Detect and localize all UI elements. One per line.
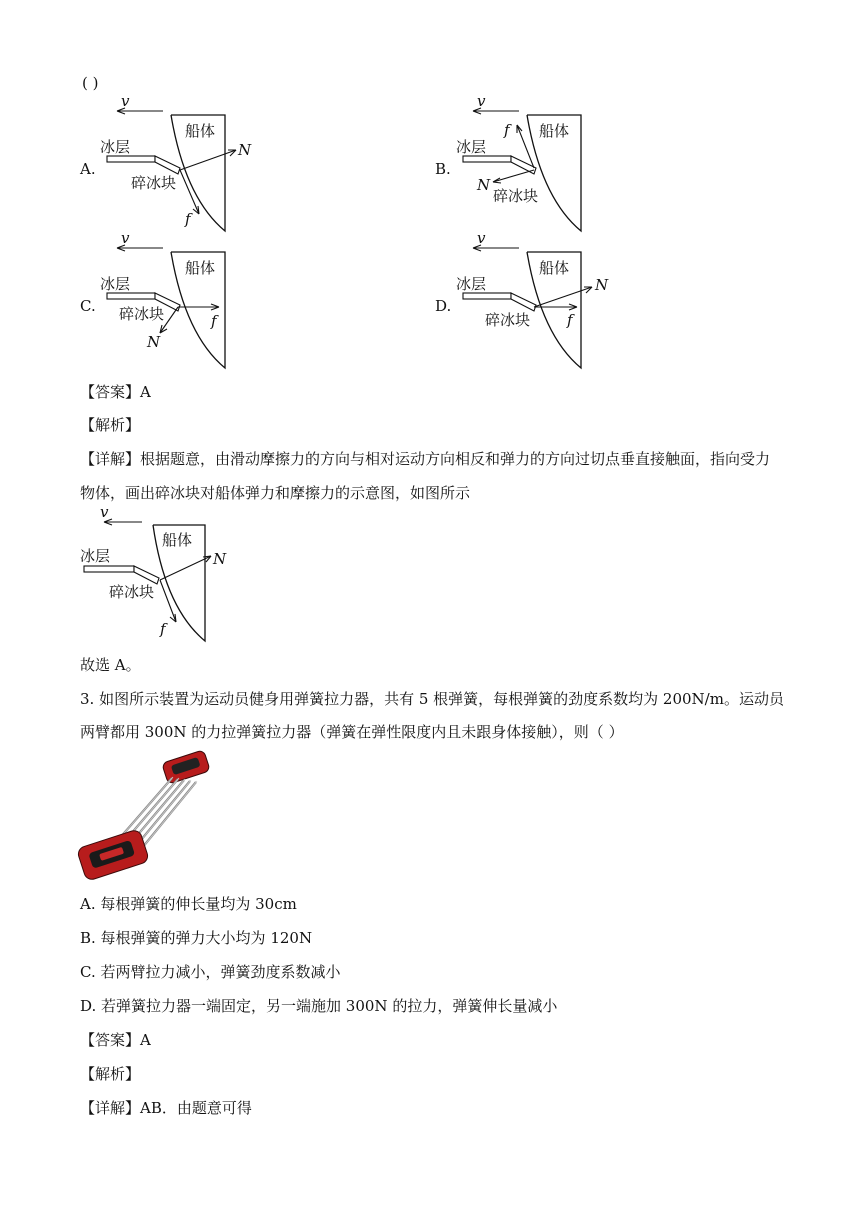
ice-layer-label: 冰层 [456, 138, 487, 156]
crushed-ice-label: 碎冰块 [119, 305, 165, 323]
velocity-label: v [100, 503, 109, 521]
ship-label: 船体 [539, 122, 570, 140]
velocity-label: v [477, 229, 486, 247]
q2-option-d-diagram [451, 229, 621, 379]
velocity-arrow [104, 519, 142, 525]
normal-force-label: N [238, 141, 252, 159]
q3-option-b: B. 每根弹簧的弹力大小均为 120N [80, 929, 313, 947]
q3-analysis-heading: 【解析】 [80, 1065, 141, 1083]
top-handle [162, 750, 211, 785]
normal-force-arrow [493, 170, 534, 183]
crushed-ice-label: 碎冰块 [493, 187, 539, 205]
bottom-handle [76, 829, 149, 882]
velocity-label: v [121, 229, 130, 247]
ship-label: 船体 [162, 531, 193, 549]
normal-force-label: N [213, 550, 227, 568]
crushed-ice-block [511, 293, 536, 311]
friction-label: f [211, 312, 217, 330]
q2-answer-bracket: ( ) [82, 74, 99, 92]
q2-option-b-diagram [451, 92, 621, 242]
friction-label: f [160, 620, 166, 638]
q3-option-c: C. 若两臂拉力减小，弹簧劲度系数减小 [80, 963, 341, 981]
q2-analysis-heading: 【解析】 [80, 416, 141, 434]
normal-force-arrow [534, 287, 592, 307]
crushed-ice-label: 碎冰块 [485, 311, 531, 329]
q2-solution-diagram [80, 503, 250, 652]
q2-option-c-diagram [95, 229, 265, 379]
q2-option-a-letter: A. [80, 160, 96, 178]
ice-layer-label: 冰层 [100, 138, 131, 156]
crushed-ice-block [155, 156, 180, 174]
q3-answer: 【答案】A [80, 1031, 151, 1049]
q3-detail: 【详解】AB．由题意可得 [80, 1099, 252, 1117]
spring-expander-image [78, 752, 218, 888]
crushed-ice-label: 碎冰块 [131, 174, 177, 192]
q3-option-d: D. 若弹簧拉力器一端固定，另一端施加 300N 的拉力，弹簧伸长量减小 [80, 997, 558, 1015]
ship-label: 船体 [539, 259, 570, 277]
q2-option-d-letter: D. [435, 297, 452, 315]
q2-detail-line-2: 物体，画出碎冰块对船体弹力和摩擦力的示意图，如图所示 [80, 484, 471, 502]
ice-layer [84, 566, 134, 572]
ice-layer-label: 冰层 [80, 547, 111, 565]
q2-option-b-letter: B. [435, 160, 451, 178]
velocity-label: v [121, 92, 130, 110]
friction-label: f [567, 311, 573, 329]
q3-stem-line-1: 3. 如图所示装置为运动员健身用弹簧拉力器，共有 5 根弹簧，每根弹簧的劲度系数均为 200N/m。运动员 [80, 690, 784, 708]
q2-option-c-letter: C. [80, 297, 96, 315]
ship-label: 船体 [185, 259, 216, 277]
ice-layer [107, 156, 155, 162]
ice-layer-label: 冰层 [100, 275, 131, 293]
q3-stem-line-2: 两臂都用 300N 的力拉弹簧拉力器（弹簧在弹性限度内且未跟身体接触），则（ ） [80, 723, 624, 741]
normal-force-label: N [477, 176, 491, 194]
q3-option-a: A. 每根弹簧的伸长量均为 30cm [80, 895, 297, 913]
ice-layer-label: 冰层 [456, 275, 487, 293]
q2-answer: 【答案】A [80, 383, 151, 401]
normal-force-label: N [595, 276, 609, 294]
q2-option-a-diagram [95, 92, 265, 242]
ice-layer [463, 156, 511, 162]
q2-conclusion: 故选 A。 [80, 656, 141, 674]
ice-layer [463, 293, 511, 299]
crushed-ice-label: 碎冰块 [109, 583, 155, 601]
velocity-label: v [477, 92, 486, 110]
ship-label: 船体 [185, 122, 216, 140]
crushed-ice-block [134, 566, 159, 584]
friction-arrow [180, 170, 199, 214]
ice-layer [107, 293, 155, 299]
friction-label: f [185, 210, 191, 228]
friction-label: f [504, 121, 510, 139]
normal-force-label: N [147, 333, 161, 351]
q2-detail-line-1: 【详解】根据题意，由滑动摩擦力的方向与相对运动方向相反和弹力的方向过切点垂直接触面，指向受力 [80, 450, 771, 468]
normal-force-arrow [180, 150, 236, 170]
normal-force-arrow [160, 556, 211, 580]
